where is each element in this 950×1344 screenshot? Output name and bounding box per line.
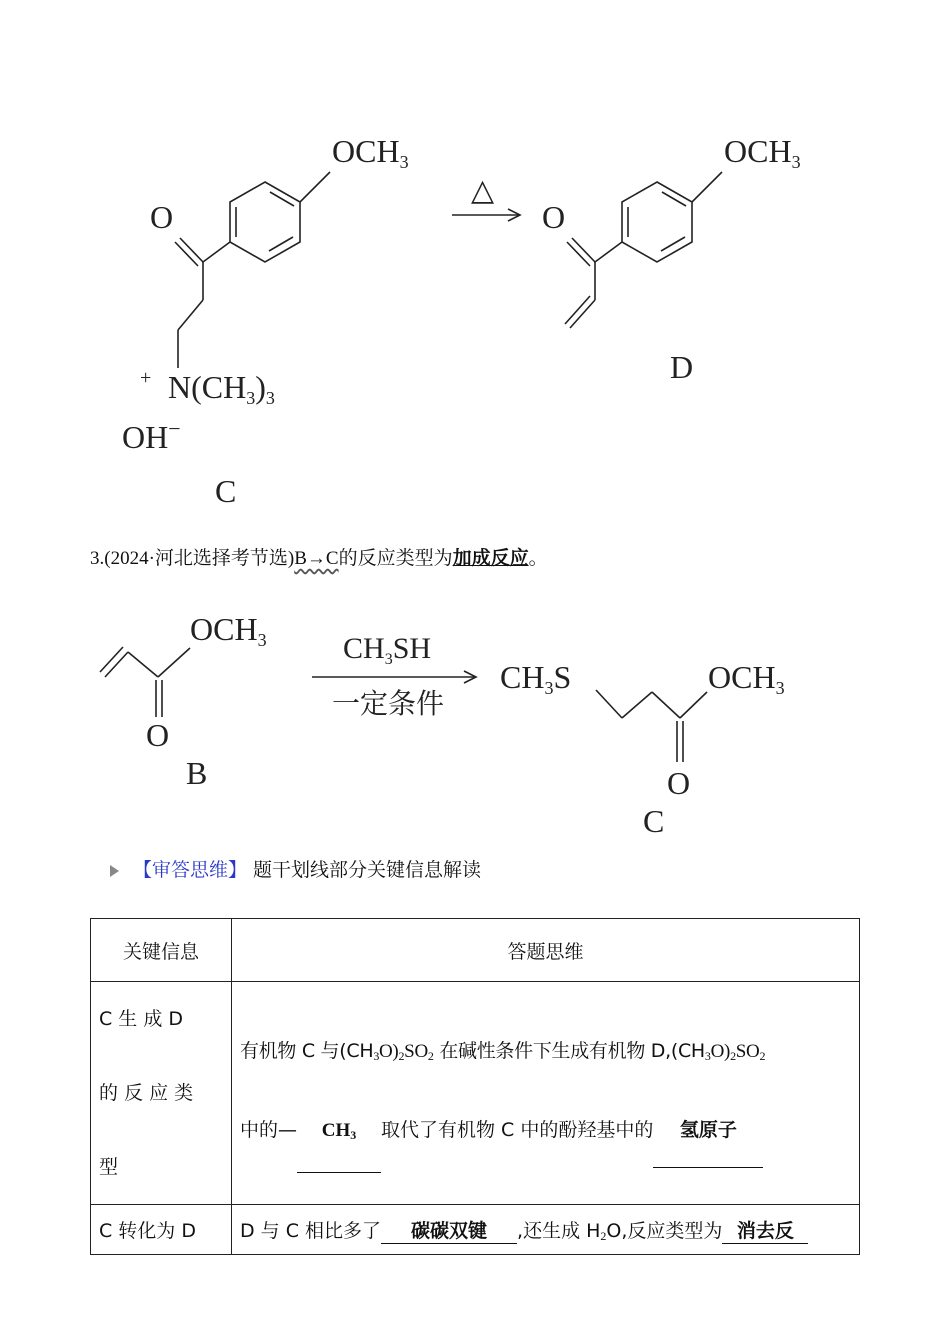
- row2-thinking: D 与 C 相比多了 碳碳双键 ,还生成 $H_2O$,反应类型为 消去反: [232, 1205, 860, 1255]
- c-n-plus: +: [140, 367, 152, 389]
- table-header-row: [91, 919, 860, 982]
- question-answer: 加成反应: [452, 547, 529, 569]
- b-carbonyl-o: O: [146, 717, 170, 753]
- row2-key: C 转化为 D: [91, 1205, 232, 1255]
- question-prompt: 的反应类型为: [338, 547, 453, 569]
- thinking-tag: 【审答思维】: [133, 859, 248, 881]
- end-mark: 。: [528, 547, 548, 569]
- analysis-table: [90, 918, 860, 1255]
- c-och3-label: OCH3: [708, 659, 785, 698]
- question-number: 3.: [90, 548, 105, 569]
- thinking-text: 题干划线部分关键信息解读: [253, 859, 482, 881]
- answer-blank-hydrogen: 氢原子: [653, 1093, 763, 1168]
- play-triangle-icon: [110, 865, 119, 877]
- thinking-header: [110, 855, 481, 882]
- row1-key-line2: 的 反 应 类: [99, 1082, 194, 1104]
- table-row: [91, 982, 860, 1205]
- answer-blank-elimination: 消去反: [722, 1216, 808, 1244]
- row1-key-line1: C 生 成 D: [99, 1008, 184, 1030]
- d-ketone-o: O: [542, 199, 566, 235]
- underlined-step: B→C: [294, 548, 339, 569]
- compound-d-label: D: [670, 349, 694, 385]
- question-3: [90, 543, 548, 570]
- c-och3-label: OCH3: [332, 133, 409, 172]
- row1-thinking: [232, 982, 860, 1205]
- c-ketone-o: O: [150, 199, 174, 235]
- reaction-c-to-d: [100, 120, 860, 520]
- header-thinking: 答题思维: [232, 919, 860, 982]
- c-sme-label: CH3S: [500, 659, 572, 698]
- compound-c-label: C: [643, 803, 665, 839]
- d-och3-label: OCH3: [724, 133, 801, 172]
- row1-key: [91, 982, 232, 1205]
- row1-key-line3: 型: [99, 1156, 119, 1178]
- row1-line2: 中的— $CH_3$ 取代了有机物 C 中的酚羟基中的 氢原子: [240, 1093, 851, 1173]
- answer-blank-ch3: $CH_3$: [297, 1094, 381, 1173]
- benzene-ring-d: [622, 182, 692, 262]
- answer-blank-double-bond: 碳碳双键: [381, 1216, 517, 1244]
- b-och3-label: OCH3: [190, 611, 267, 650]
- heat-icon: △: [471, 174, 495, 207]
- table-row: [91, 1205, 860, 1255]
- reaction-b-to-c: [90, 600, 830, 840]
- compound-b-label: B: [186, 755, 208, 791]
- row1-line1: 有机物 C 与$(CH_3O)_2SO_2$ 在碱性条件下生成有机物 $D,(CH_3O)_2SO_2$: [240, 1039, 766, 1063]
- c-hydroxide: OH−: [122, 416, 181, 455]
- c-carbonyl-o: O: [667, 765, 691, 801]
- reagent-ch3sh: $CH_3SH$: [343, 632, 432, 668]
- reagent-condition: 一定条件: [332, 687, 445, 720]
- question-source: (2024·河北选择考节选): [104, 548, 295, 569]
- compound-c-label: C: [215, 473, 237, 509]
- benzene-ring-c: [230, 182, 300, 262]
- c-n-group: N(CH3)3: [168, 369, 275, 408]
- header-key-info: 关键信息: [91, 919, 232, 982]
